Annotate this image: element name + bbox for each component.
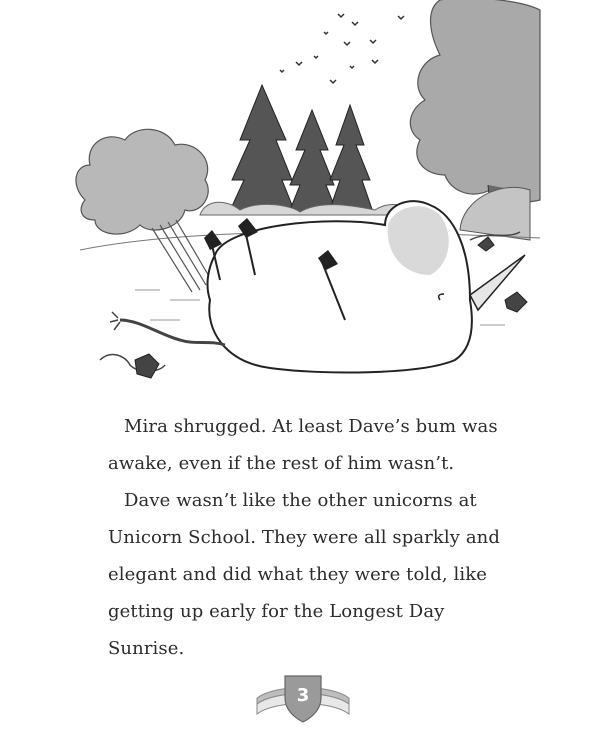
text-line: Unicorn School. They were all sparkly and (108, 527, 500, 548)
birds-icon (280, 14, 404, 83)
story-text (108, 408, 508, 667)
paragraph (108, 408, 508, 482)
paragraph (108, 482, 508, 667)
text-line: getting up early for the Longest Day Sunrise. (108, 601, 445, 659)
text-line: awake, even if the rest of him wasn’t. (108, 453, 455, 474)
tail-icon (120, 320, 225, 345)
text-line: Mira shrugged. At least Dave’s bum was (124, 416, 498, 437)
text-line: Dave wasn’t like the other unicorns at (124, 490, 477, 511)
text-line: elegant and did what they were told, like (108, 564, 488, 585)
page-number-badge (255, 668, 351, 724)
fart-cloud-icon (76, 129, 210, 292)
pine-tree-icon (228, 85, 374, 215)
unicorn-icon (204, 201, 472, 372)
page-number: 3 (296, 685, 310, 706)
